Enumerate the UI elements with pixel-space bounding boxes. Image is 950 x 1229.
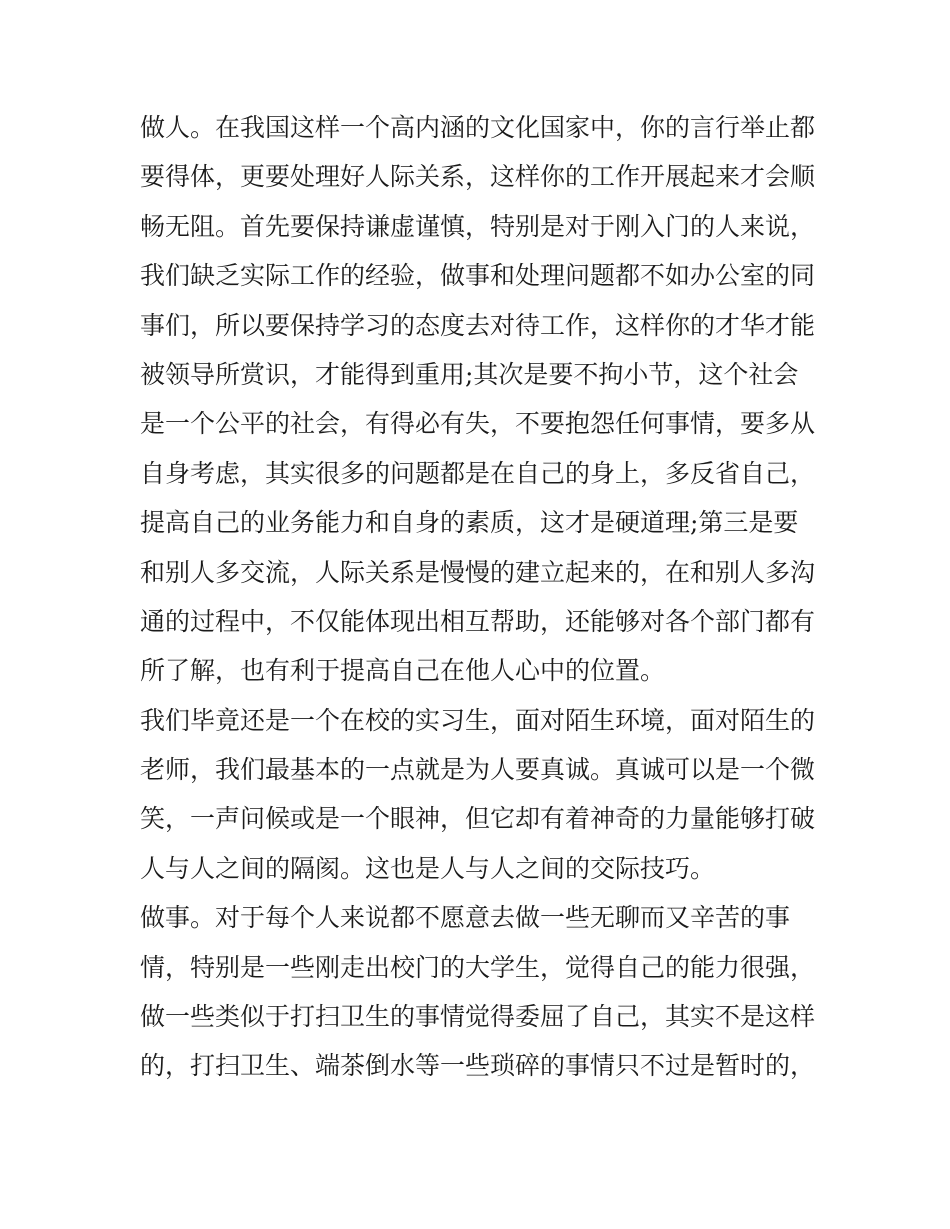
text-line: 做事。对于每个人来说都不愿意去做一些无聊而又辛苦的事 <box>140 903 791 933</box>
text-line: 我们毕竟还是一个在校的实习生，面对陌生环境，面对陌生的 <box>140 705 816 735</box>
text-line: 做一些类似于打扫卫生的事情觉得委屈了自己，其实不是这样 <box>140 1002 816 1032</box>
text-line: 通的过程中，不仅能体现出相互帮助，还能够对各个部门都有 <box>140 606 816 636</box>
text-line: 我们缺乏实际工作的经验，做事和处理问题都不如办公室的同 <box>140 261 816 291</box>
text-line: 提高自己的业务能力和自身的素质，这才是硬道理;第三是要 <box>140 508 799 538</box>
text-line: 人与人之间的隔阂。这也是人与人之间的交际技巧。 <box>140 853 716 883</box>
text-line: 老师，我们最基本的一点就是为人要真诚。真诚可以是一个微 <box>140 755 816 785</box>
text-line: 自身考虑，其实很多的问题都是在自己的身上，多反省自己， <box>140 458 816 488</box>
text-line: 畅无阻。首先要保持谦虚谨慎，特别是对于刚入门的人来说， <box>140 211 816 241</box>
text-line: 所了解，也有利于提高自己在他人心中的位置。 <box>140 656 666 686</box>
text-line: 要得体，更要处理好人际关系，这样你的工作开展起来才会顺 <box>140 162 816 192</box>
text-line: 被领导所赏识，才能得到重用;其次是要不拘小节，这个社会 <box>140 359 799 389</box>
text-line: 笑，一声问候或是一个眼神，但它却有着神奇的力量能够打破 <box>140 804 816 834</box>
text-line: 情，特别是一些刚走出校门的大学生，觉得自己的能力很强， <box>140 952 816 982</box>
text-line: 和别人多交流，人际关系是慢慢的建立起来的，在和别人多沟 <box>140 557 816 587</box>
text-line: 事们，所以要保持学习的态度去对待工作，这样你的才华才能 <box>140 310 816 340</box>
text-line: 的，打扫卫生、端茶倒水等一些琐碎的事情只不过是暂时的， <box>140 1051 816 1081</box>
document-body <box>140 103 820 1091</box>
text-line: 做人。在我国这样一个高内涵的文化国家中，你的言行举止都 <box>140 113 816 142</box>
text-line: 是一个公平的社会，有得必有失，不要抱怨任何事情，要多从 <box>140 409 816 439</box>
